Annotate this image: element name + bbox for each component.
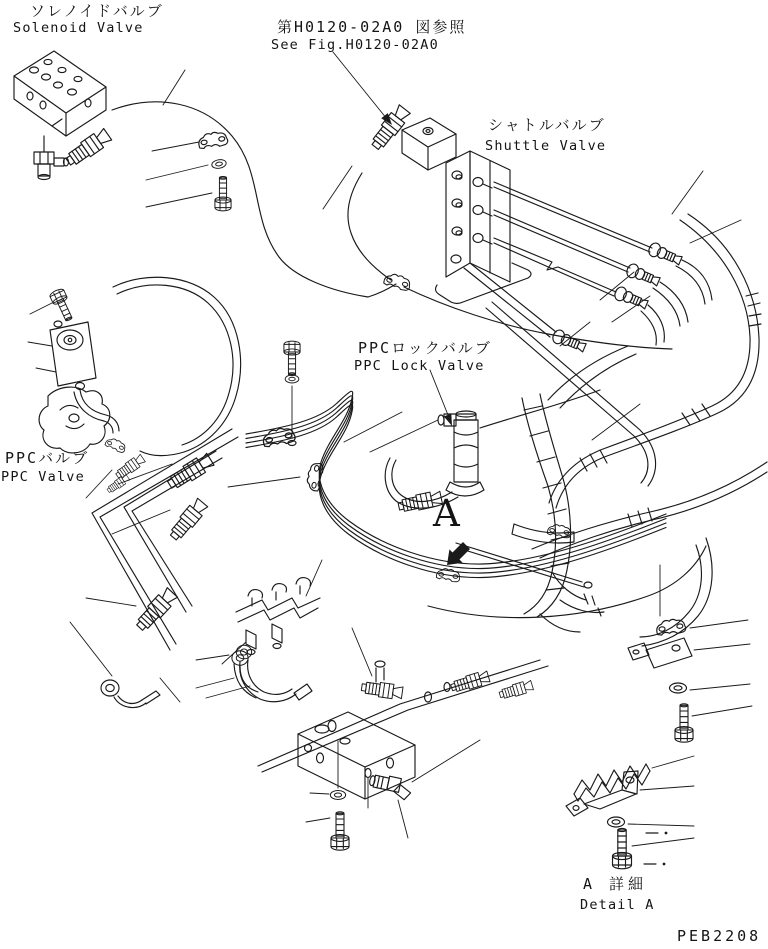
solenoid-valve-label-en: Solenoid Valve — [13, 20, 144, 36]
solenoid-valve-label-jp: ソレノイドバルブ — [30, 2, 164, 20]
ribbed-hose-bundle — [480, 346, 712, 646]
shuttle-valve-label-en: Shuttle Valve — [485, 138, 607, 154]
ppc-valve-label-jp: PPCバルブ — [5, 449, 90, 467]
manifold-cluster-drawing — [206, 560, 548, 772]
shuttle-valve-label-jp: シャトルバルブ — [488, 116, 606, 134]
section-a-marker: A — [433, 492, 460, 535]
pilot-tube-rail — [70, 429, 258, 708]
ppc-lock-valve-label-jp: PPCロックバルブ — [358, 339, 492, 357]
drawing-number: PEB2208 — [677, 927, 762, 945]
ppc-lock-valve-label-en: PPC Lock Valve — [354, 358, 485, 374]
clamp-washer-bolt-set-top — [146, 70, 231, 211]
left-hose-loop — [113, 277, 241, 455]
manifold-block-drawing — [298, 712, 480, 850]
tube-ribbon — [228, 341, 706, 617]
see-fig-label-jp: 第H0120-02A0 図参照 — [277, 18, 467, 36]
detail-a-drawing — [566, 756, 694, 869]
clamp-bracket-set-right — [628, 565, 752, 742]
detail-a-label-en: Detail A — [580, 897, 655, 913]
section-a-arrow — [447, 542, 470, 565]
see-fig-reference-drawing — [323, 52, 456, 209]
ppc-valve-label-en: PPC Valve — [1, 469, 85, 485]
shuttle-valve-drawing — [436, 151, 741, 354]
see-fig-label-en: See Fig.H0120-02A0 — [271, 37, 439, 53]
solenoid-valve-drawing — [14, 51, 113, 180]
detail-a-label-jp: A 詳細 — [583, 875, 648, 893]
ppc-lock-valve-drawing — [344, 370, 484, 514]
right-hose-bundle — [486, 214, 767, 558]
